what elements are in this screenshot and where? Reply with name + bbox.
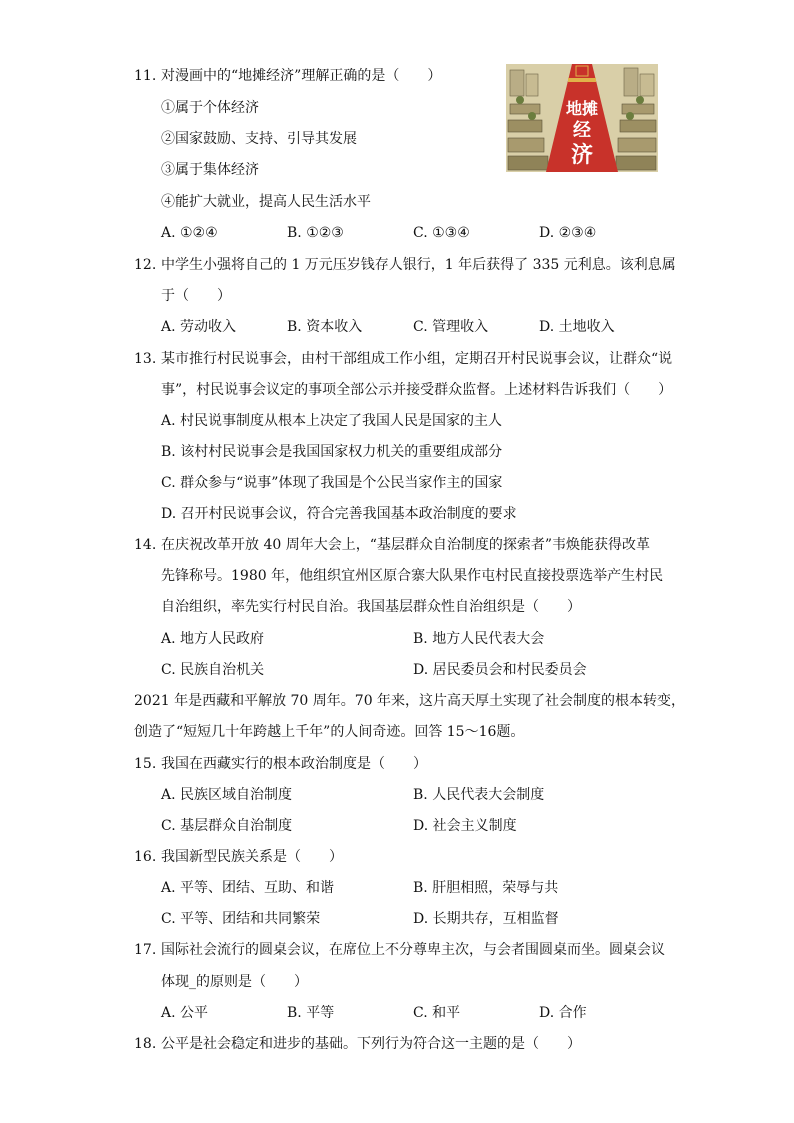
question-16-option-c: C. 平等、团结和共同繁荣 xyxy=(161,911,321,927)
question-13-option-c: C. 群众参与“说事”体现了我国是个公民当家作主的国家 xyxy=(161,475,503,491)
svg-text:经: 经 xyxy=(573,120,591,141)
question-11-item-2: ②国家鼓励、支持、引导其发展 xyxy=(161,131,357,147)
question-15-option-a: A. 民族区域自治制度 xyxy=(161,787,293,803)
question-16-option-a: A. 平等、团结、互助、和谐 xyxy=(161,880,335,896)
question-17-option-a: A. 公平 xyxy=(161,1005,209,1021)
street-stall-economy-cartoon xyxy=(506,64,658,172)
question-14-option-a: A. 地方人民政府 xyxy=(161,631,265,647)
question-11-option-b: B. ①②③ xyxy=(287,225,344,241)
question-14-option-b: B. 地方人民代表大会 xyxy=(413,631,545,647)
question-16-option-b: B. 肝胆相照，荣辱与共 xyxy=(413,880,559,896)
question-14-number: 14. xyxy=(134,537,157,553)
question-17-option-b: B. 平等 xyxy=(287,1005,335,1021)
question-15-option-d: D. 社会主义制度 xyxy=(413,818,517,834)
question-15-stem: 我国在西藏实行的根本政治制度是（ ） xyxy=(161,756,427,772)
question-11-number: 11. xyxy=(134,68,157,84)
question-12-option-d: D. 土地收入 xyxy=(539,319,615,335)
question-14-stem-line-3: 自治组织，率先实行村民自治。我国基层群众性自治组织是（ ） xyxy=(161,599,581,615)
question-13-number: 13. xyxy=(134,351,157,367)
question-18-stem: 公平是社会稳定和进步的基础。下列行为符合这一主题的是（ ） xyxy=(161,1036,581,1052)
question-12-option-b: B. 资本收入 xyxy=(287,319,363,335)
question-12-number: 12. xyxy=(134,257,157,273)
question-11-item-4: ④能扩大就业，提高人民生活水平 xyxy=(161,194,371,210)
question-17-number: 17. xyxy=(134,942,157,958)
question-16-stem: 我国新型民族关系是（ ） xyxy=(161,849,343,865)
question-13-option-a: A. 村民说事制度从根本上决定了我国人民是国家的主人 xyxy=(161,413,503,429)
question-16-number: 16. xyxy=(134,849,157,865)
question-17-stem-line-1: 国际社会流行的圆桌会议，在席位上不分尊卑主次，与会者围圆桌而坐。圆桌会议 xyxy=(161,942,665,958)
question-12-option-a: A. 劳动收入 xyxy=(161,319,237,335)
svg-text:济: 济 xyxy=(570,143,594,168)
question-17-option-d: D. 合作 xyxy=(539,1005,587,1021)
question-13-stem-line-2: 事”，村民说事会议定的事项全部公示并接受群众监督。上述材料告诉我们（ ） xyxy=(161,382,673,398)
question-18-number: 18. xyxy=(134,1036,157,1052)
question-15-option-b: B. 人民代表大会制度 xyxy=(413,787,545,803)
question-12-stem-line-1: 中学生小强将自己的 1 万元压岁钱存人银行，1 年后获得了 335 元利息。该利息属 xyxy=(161,257,676,273)
material-line-2: 创造了“短短几十年跨越上千年”的人间奇迹。回答 15～16题。 xyxy=(134,724,525,740)
material-line-1: 2021 年是西藏和平解放 70 周年。70 年来，这片高天厚土实现了社会制度的根本转变， xyxy=(134,693,686,709)
question-14-option-d: D. 居民委员会和村民委员会 xyxy=(413,662,587,678)
question-15-number: 15. xyxy=(134,756,157,772)
question-13-option-b: B. 该村村民说事会是我国国家权力机关的重要组成部分 xyxy=(161,444,503,460)
question-15-option-c: C. 基层群众自治制度 xyxy=(161,818,293,834)
question-11-option-a: A. ①②④ xyxy=(161,225,218,241)
svg-text:地摊: 地摊 xyxy=(565,99,599,118)
question-11-option-c: C. ①③④ xyxy=(413,225,470,241)
question-11-item-3: ③属于集体经济 xyxy=(161,162,259,178)
question-11-option-d: D. ②③④ xyxy=(539,225,597,241)
question-14-stem-line-2: 先锋称号。1980 年，他组织宜州区原合寨大队果作屯村民直接投票选举产生村民 xyxy=(161,568,664,584)
question-16-option-d: D. 长期共存，互相监督 xyxy=(413,911,559,927)
question-13-stem-line-1: 某市推行村民说事会，由村干部组成工作小组，定期召开村民说事会议，让群众“说 xyxy=(161,351,673,367)
question-14-option-c: C. 民族自治机关 xyxy=(161,662,265,678)
question-14-stem-line-1: 在庆祝改革开放 40 周年大会上，“基层群众自治制度的探索者”韦焕能获得改革 xyxy=(161,537,651,553)
question-12-stem-line-2: 于（ ） xyxy=(161,288,231,304)
question-17-stem-line-2: 体现_的原则是（ ） xyxy=(161,974,308,990)
question-11-stem: 对漫画中的“地摊经济”理解正确的是（ ） xyxy=(161,68,442,84)
question-12-option-c: C. 管理收入 xyxy=(413,319,489,335)
question-17-option-c: C. 和平 xyxy=(413,1005,461,1021)
question-11-item-1: ①属于个体经济 xyxy=(161,100,259,116)
question-13-option-d: D. 召开村民说事会议，符合完善我国基本政治制度的要求 xyxy=(161,506,517,522)
